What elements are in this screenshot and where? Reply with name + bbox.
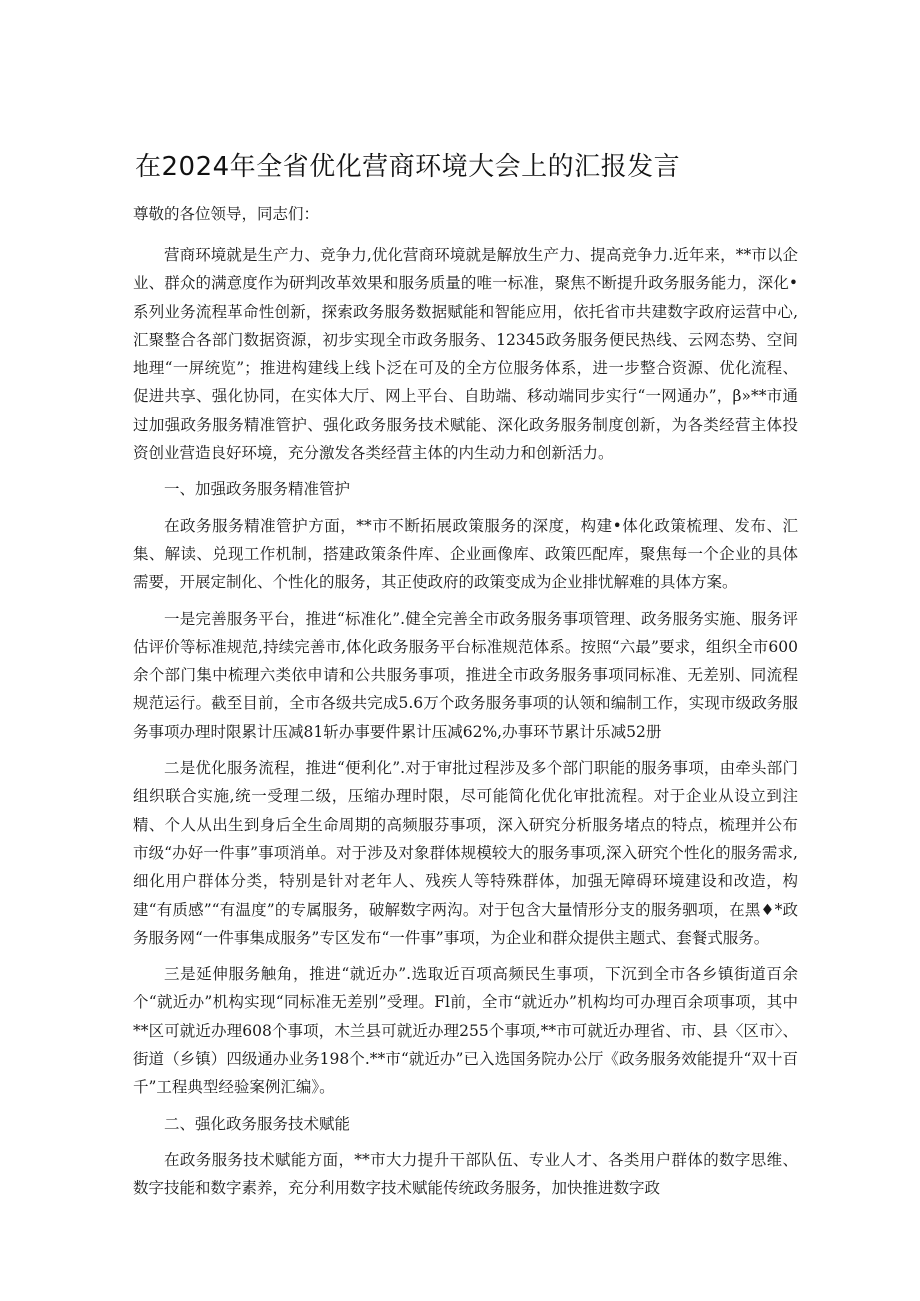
document-title: 在2024年全省优化营商环境大会上的汇报发言 [135,152,681,182]
paragraph-point-2: 二是优化服务流程，推进“便利化”.对于审批过程涉及多个部门职能的服务事项，由牵头部门组织联合实施,统一受理二级，压缩办理时限，尽可能简化优化审批流程。对于企业从设立到注精、个人从出生到身后全生命周期的高频服芬事项，深入研究分析服务堵点的特点，梳理并公布市级“办好一件事”事项消单。对于涉及对象群体规模较大的服务事项,深入研究个性化的服务需求,细化用户群体分类，特别是针对老年人、残疾人等特殊群体，加强无障碍环境建设和改造，构建“有质感”“有温度”的专属服务，破解数字两沟。对于包含大量情形分支的服务驷项，在黑♦*政务服务网“一件事集成服务”专区发布“一件事”事项，为企业和群众提供主题式、套餐式服务。 [133,759,798,947]
paragraph-point-3: 三是延伸服务触角，推进“就近办”.选取近百项高频民生事项，下沉到全市各乡镇街道百余个“就近办”机构实现“同标准无差别”受理。Fl前，全市“就近办”机构均可办理百余项事项，其中**区可就近办理608个事项，木兰县可就近办理255个事项,**市可就近办理省、市、县〈区市〉、街道（乡镇）四级通办业务198个.**市“就近办”已入选国务院办公厅《政务服务效能提升“双十百千”工程典型经验案例汇编》。 [133,965,798,1097]
document-body [133,200,798,1211]
paragraph-section1-intro: 在政务服务精准管护方面，**市不断拓展政策服务的深度，构建•体化政策梳理、发布、汇集、解读、兑现工作机制，搭建政策条件库、企业画像库、政策匹配库，聚焦每一个企业的具体需要，开展定制化、个性化的服务，其正使政府的政策变成为企业排忧解难的具体方案。 [133,516,798,592]
paragraph-section2-intro: 在政务服务技术赋能方面，**市大力提升干部队伍、专业人才、各类用户群体的数字思维、数字技能和数字素养，充分利用数字技术赋能传统政务服务，加快推进数字政 [133,1150,798,1198]
section-heading-2: 二、强化政务服务技术赋能 [164,1114,351,1133]
section-heading-1: 一、加强政务服务精准管护 [164,480,351,499]
paragraph-point-1: 一是完善服务平台，推进“标准化”.健全完善全市政务服务事项管理、政务服务实施、服务评估评价等标准规范,持续完善市,体化政务服务平台标准规范体系。按照“六最”要求，组织全市600余个部门集中梳理六类依申请和公共服务事项，推进全市政务服务事项同标准、无差别、同流程规范运行。截至目前，全市各级共完成5.6万个政务服务事项的认领和编制工作，实现市级政务服务事项办理时限累计压减81斩办事要件累计压减62%,办事环节累计乐减52册 [133,609,798,741]
salutation: 尊敬的各位领导，同志们： [133,205,320,223]
paragraph-intro: 营商环境就是生产力、竞争力,优化营商环境就是解放生产力、提高竞争力.近年来，**市以企业、群众的满意度作为研判改革效果和服务质量的唯一标准，聚焦不断提升政务服务能力，深化•系列业务流程革命性创新，探索政务服务数据赋能和智能应用，依托省市共建数字政府运营中心,汇聚整合各部门数据资源，初步实现全市政务服务、12345政务服务便民热线、云网态势、空间地理“一屏统览”；推进构建线上线卜泛在可及的全方位服务体系，进一步整合资源、优化流程、促进共享、强化协同，在实体大厅、网上平台、自助端、移动端同步实行“一网通办”，β»**市通过加强政务服务精准管护、强化政务服务技术赋能、深化政务服务制度创新，为各类经营主体投资创业营造良好环境，充分激发各类经营主体的内生动力和创新活力。 [133,246,798,463]
